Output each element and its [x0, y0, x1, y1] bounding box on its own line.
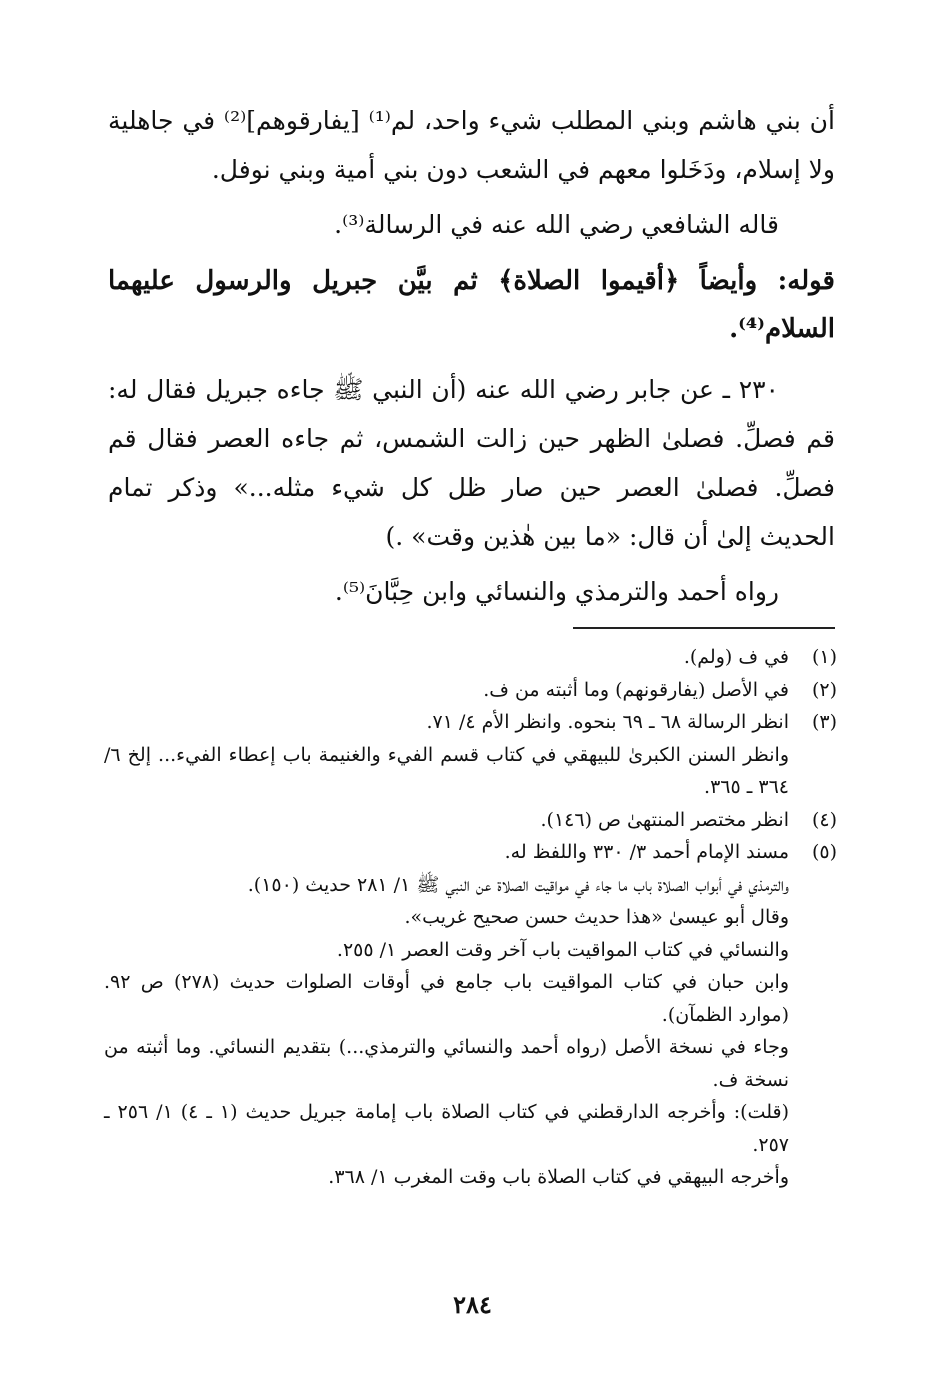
footnote-2: [104, 674, 837, 707]
footnote-5: [104, 836, 837, 869]
footnote-5-continuation: (قلت): وأخرجه الدارقطني في كتاب الصلاة باب إمامة جبريل حديث (١ ـ ٤) ١/ ٢٥٦ ـ ٢٥٧.: [104, 1101, 790, 1156]
footnote-text: انظر مختصر المنتهىٰ ص (١٤٦).: [540, 808, 789, 831]
footnote-separator: [573, 627, 835, 629]
footnote-number: (٢): [811, 678, 837, 701]
page-number: ٢٨٤: [453, 1290, 492, 1319]
shafii-attribution: قاله الشافعي رضي الله عنه في الرسالة⁽³⁾.: [334, 210, 779, 239]
footnote-number: (١): [811, 646, 837, 668]
footnote-3: [104, 706, 837, 739]
footnote-text: انظر الرسالة ٦٨ ـ ٦٩ بنحوه. وانظر الأم ٤/ ٧١.: [426, 711, 789, 733]
section-heading: قوله: وأيضاً ﴿أقيموا الصلاة﴾ ثم بيَّن جبريل والرسول عليهما السلام⁽⁴⁾.: [108, 266, 835, 344]
footnotes: [104, 641, 837, 1194]
hadith-230: ٢٣٠ ـ عن جابر رضي الله عنه (أن النبي ﷺ جاءه جبريل فقال له: قم فصلِّ. فصلىٰ الظهر حين زالت الشمس، ثم جاءه العصر فقال قم فصلِّ. فصلىٰ العصر حين صار ظل كل شيء مثله...» وذكر تمام الحديث إلىٰ أن قال: «ما بين هٰذين وقت» .): [108, 375, 835, 551]
footnote-number: (٤): [811, 808, 837, 831]
footnote-5-continuation: والنسائي في كتاب المواقيت باب آخر وقت العصر ١/ ٢٥٥.: [336, 938, 789, 961]
footnote-number: (٣): [811, 711, 837, 733]
footnote-5-continuation: وابن حبان في كتاب المواقيت باب جامع في أوقات الصلوات حديث (٢٧٨) ص ٩٢. (موارد الظمآن).: [104, 971, 789, 1026]
footnote-5-continuation: وجاء في نسخة الأصل (رواه أحمد والنسائي والترمذي...) بتقديم النسائي. وما أثبته من نسخة ف.: [104, 1036, 789, 1091]
footnote-text: في الأصل (يفارقونهم) وما أثبته من ف.: [483, 678, 789, 701]
footnote-1: [104, 641, 837, 674]
footnote-5-continuation: والترمذي في أبواب الصلاة باب ما جاء في مواقيت الصلاة عن النبي ﷺ ١/ ٢٨١ حديث (١٥٠).: [247, 873, 789, 896]
footnote-5-continuation: وأخرجه البيهقي في كتاب الصلاة باب وقت المغرب ١/ ٣٦٨.: [328, 1166, 789, 1188]
footnote-number: (٥): [811, 841, 837, 863]
hadith-reference: رواه أحمد والترمذي والنسائي وابن حِبَّانَ⁽⁵⁾.: [334, 577, 779, 606]
footnote-3-continuation: وانظر السنن الكبرىٰ للبيهقي في كتاب قسم الفيء والغنيمة باب إعطاء الفيء... إلخ ٦/ ٣٦٤ ـ ٣٦٥.: [104, 743, 789, 798]
main-text: [108, 96, 835, 616]
paragraph-continuation: أن بني هاشم وبني المطلب شيء واحد، لم⁽¹⁾ [يفارقوهم]⁽²⁾ في جاهلية ولا إسلام، ودَخَلوا معهم في الشعب دون بني أمية وبني نوفل.: [108, 106, 835, 184]
footnote-5-continuation: وقال أبو عيسىٰ «هذا حديث حسن صحيح غريب».: [404, 906, 789, 928]
footnote-text: مسند الإمام أحمد ٣/ ٣٣٠ واللفظ له.: [504, 841, 789, 863]
footnote-4: [104, 804, 837, 837]
footnote-text: في ف (ولم).: [683, 646, 789, 668]
